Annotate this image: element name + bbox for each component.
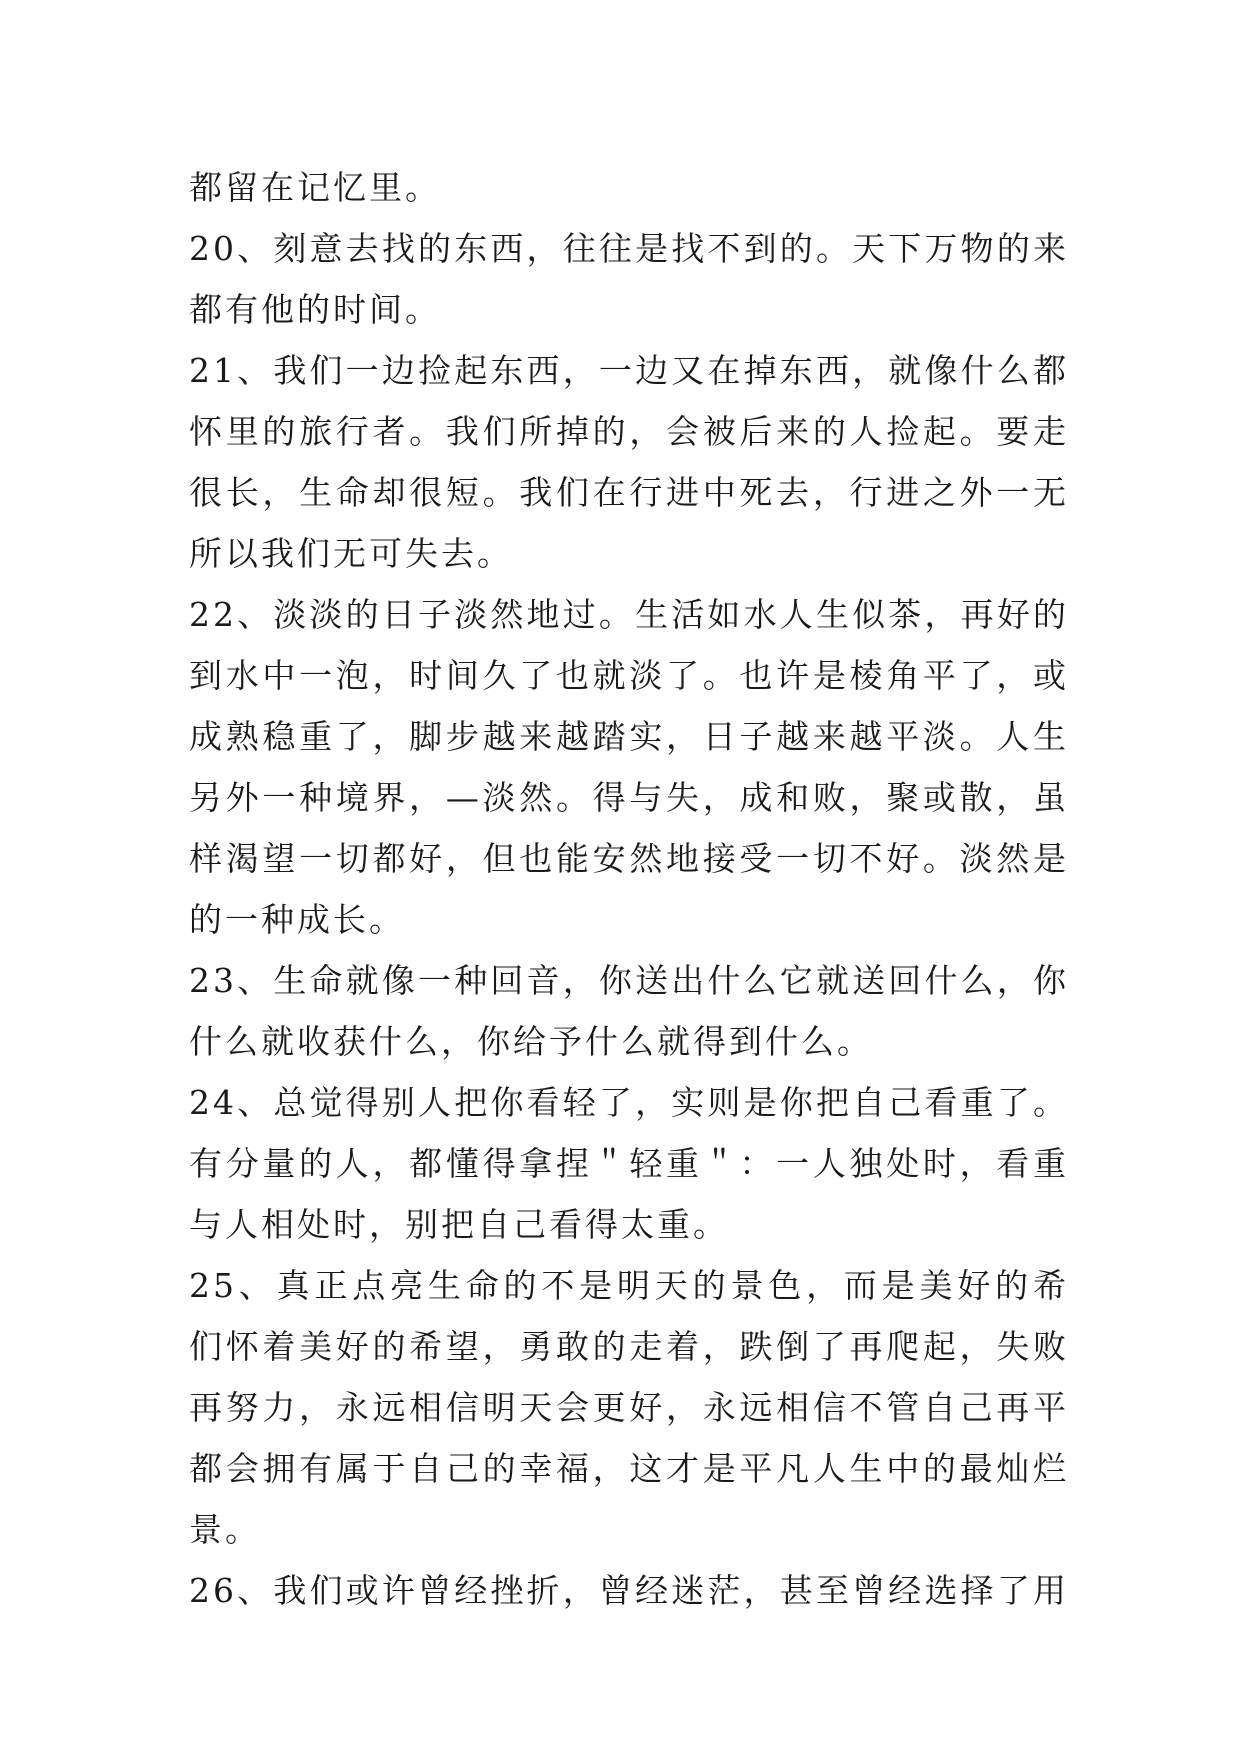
text-line: 再努力，永远相信明天会更好，永远相信不管自己再平 (189, 1388, 1069, 1427)
text-line: 24、总觉得别人把你看轻了，实则是你把自己看重了。 (189, 1083, 1069, 1122)
text-line: 怀里的旅行者。我们所掉的，会被后来的人捡起。要走 (189, 412, 1069, 451)
text-line: 样渴望一切都好，但也能安然地接受一切不好。淡然是 (189, 839, 1069, 878)
text-line: 25、真正点亮生命的不是明天的景色，而是美好的希 (189, 1266, 1069, 1305)
text-line: 有分量的人，都懂得拿捏＂轻重＂：一人独处时，看重 (189, 1144, 1069, 1183)
text-line: 都会拥有属于自己的幸福，这才是平凡人生中的最灿烂 (189, 1449, 1069, 1488)
text-line: 21、我们一边捡起东西，一边又在掉东西，就像什么都 (189, 351, 1069, 390)
text-line: 到水中一泡，时间久了也就淡了。也许是棱角平了，或 (189, 656, 1069, 695)
document-body-text (189, 157, 1069, 1621)
text-line: 所以我们无可失去。 (189, 534, 513, 573)
text-line: 23、生命就像一种回音，你送出什么它就送回什么，你 (189, 961, 1069, 1000)
text-line: 26、我们或许曾经挫折，曾经迷茫，甚至曾经选择了用 (189, 1571, 1069, 1610)
text-line: 22、淡淡的日子淡然地过。生活如水人生似茶，再好的 (189, 595, 1069, 634)
text-line: 很长，生命却很短。我们在行进中死去，行进之外一无 (189, 473, 1069, 512)
text-line: 成熟稳重了，脚步越来越踏实，日子越来越平淡。人生 (189, 717, 1069, 756)
text-line: 都留在记忆里。 (189, 168, 441, 207)
text-line: 20、刻意去找的东西，往往是找不到的。天下万物的来 (189, 229, 1069, 268)
text-line: 都有他的时间。 (189, 290, 441, 329)
text-line: 什么就收获什么，你给予什么就得到什么。 (189, 1022, 873, 1061)
text-line: 与人相处时，别把自己看得太重。 (189, 1205, 729, 1244)
text-line: 另外一种境界，—淡然。得与失，成和败，聚或散，虽 (189, 778, 1069, 817)
text-line: 的一种成长。 (189, 900, 405, 939)
text-line: 景。 (189, 1510, 261, 1549)
text-line: 们怀着美好的希望，勇敢的走着，跌倒了再爬起，失败 (189, 1327, 1069, 1366)
